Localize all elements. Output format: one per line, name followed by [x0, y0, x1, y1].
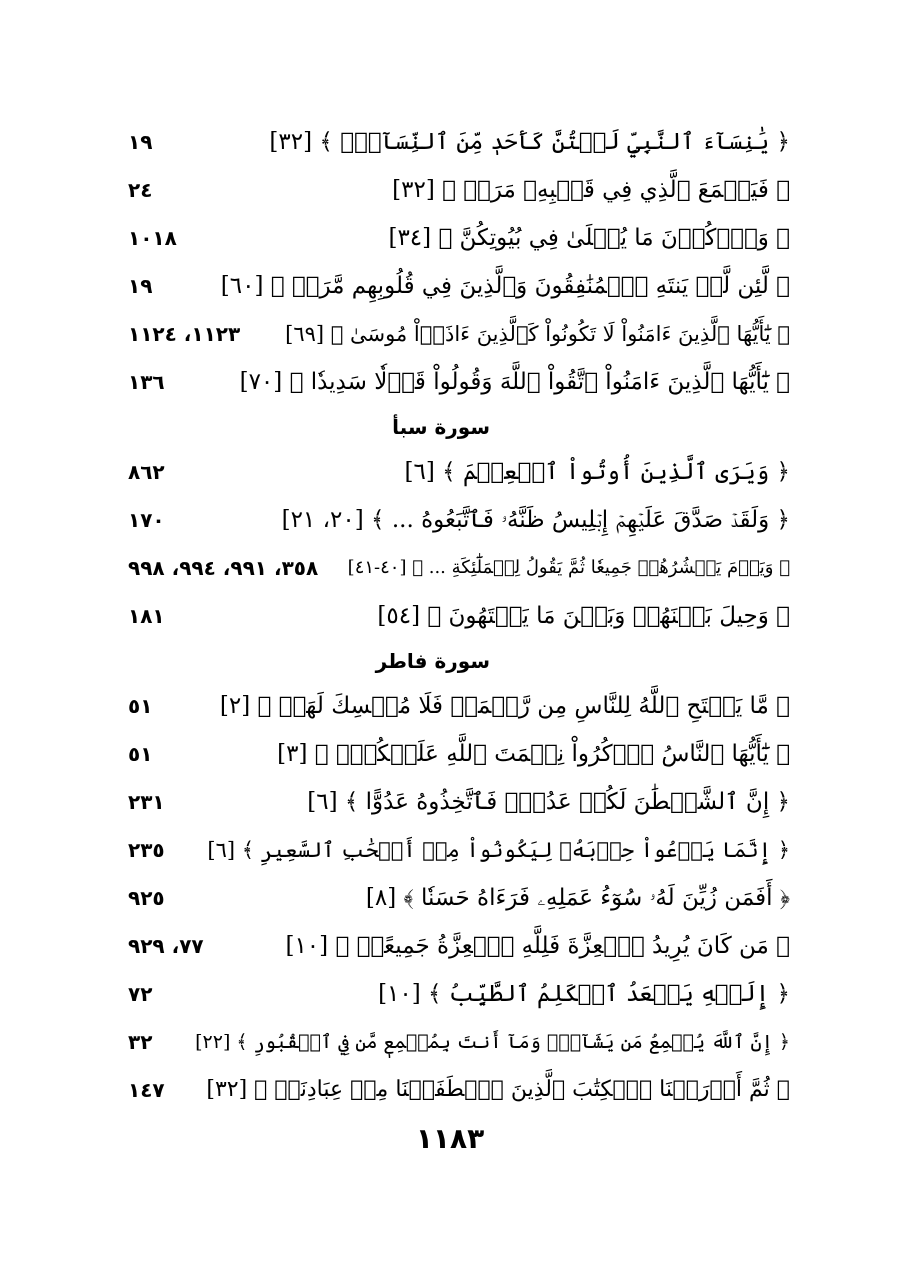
page-references: ٢٣٥: [128, 838, 165, 862]
page-references: ١١٢٣، ١١٢٤: [128, 322, 241, 346]
index-entry-row: [110, 826, 790, 874]
page-references: ١٤٧: [128, 1078, 165, 1102]
verse-text: ﴿ إِنَّ ٱللَّهَ يُسۡمِعُ مَن يَشَآءُۖ وَمَآ أَنتَ بِمُسۡمِعٖ مَّن فِي ٱلۡقُبُورِ ﴾ [٢٢]: [195, 1031, 790, 1053]
index-entry-row: [110, 214, 790, 262]
verse-text: ﴿ وَٱذۡكُرۡنَ مَا يُتۡلَىٰ فِي بُيُوتِكُنَّ ﴾ [٣٤]: [388, 225, 790, 251]
index-entry-row: [110, 592, 790, 640]
index-entry-row: [110, 262, 790, 310]
verse-text: ﴿ إِنَّمَا يَدۡعُواْ حِزۡبَهُۥ لِيَكُونُواْ مِنۡ أَصۡحَٰبِ ٱلسَّعِيرِ ﴾ [٦]: [207, 838, 790, 862]
verse-text: ﴿ ثُمَّ أَوۡرَثۡنَا ٱلۡكِتَٰبَ ٱلَّذِينَ ٱصۡطَفَيۡنَا مِنۡ عِبَادِنَاۖ ﴾ [٣٢]: [206, 1077, 790, 1102]
index-entry-row: [110, 874, 790, 922]
index-entry-row: [110, 922, 790, 970]
index-entry-row: [110, 166, 790, 214]
page-references: ٧٧، ٩٢٩: [128, 934, 204, 958]
page-references: ٥١: [128, 694, 153, 718]
page-references: ٨٦٢: [128, 460, 165, 484]
page-references: ٣٢: [128, 1030, 153, 1054]
verse-text: ﴿ يَٰٓأَيُّهَا ٱلَّذِينَ ءَامَنُواْ لَا تَكُونُواْ كَٱلَّذِينَ ءَاذَوۡاْ مُوسَىٰ ﴾ [٦٩]: [285, 322, 790, 346]
verse-text: ﴿ وَيَرَى ٱلَّذِينَ أُوتُواْ ٱلۡعِلۡمَ ﴾ [٦]: [404, 459, 790, 485]
verse-text: ﴿ وَلَقَدۡ صَدَّقَ عَلَيۡهِمۡ إِبۡلِيسُ ظَنَّهُۥ فَٱتَّبَعُوهُ ... ﴾ [٢٠، ٢١]: [281, 507, 790, 533]
index-entry-row: [110, 1066, 790, 1114]
verse-text: ﴿ يَٰٓأَيُّهَا ٱلنَّاسُ ٱذۡكُرُواْ نِعۡمَتَ ٱللَّهِ عَلَيۡكُمۡۚ ﴾ [٣]: [277, 741, 790, 767]
index-entry-row: [110, 1018, 790, 1066]
index-entry-row: [110, 544, 790, 592]
verse-text: ﴿ وَيَوۡمَ يَحۡشُرُهُمۡ جَمِيعٗا ثُمَّ يَقُولُ لِلۡمَلَٰٓئِكَةِ ... ﴾ [٤٠-٤١]: [347, 557, 790, 578]
index-entry-row: [110, 682, 790, 730]
page-references: ١٣٦: [128, 370, 165, 394]
page-references: ٧٢: [128, 982, 153, 1006]
index-entry-row: [110, 358, 790, 406]
page-references: ١٨١: [128, 604, 165, 628]
index-entry-row: [110, 778, 790, 826]
verse-text: ﴿ مَّا يَفۡتَحِ ٱللَّهُ لِلنَّاسِ مِن رَّحۡمَةٖ فَلَا مُمۡسِكَ لَهَاۖ ﴾ [٢]: [219, 693, 790, 719]
page-references: ١٩: [128, 130, 153, 154]
verse-text: ﴿ مَن كَانَ يُرِيدُ ٱلۡعِزَّةَ فَلِلَّهِ ٱلۡعِزَّةُ جَمِيعًاۚ ﴾ [١٠]: [285, 933, 790, 959]
verse-text: ﴿ فَيَطۡمَعَ ٱلَّذِي فِي قَلۡبِهِۦ مَرَضٞ ﴾ [٣٢]: [392, 177, 790, 203]
index-entry-row: [110, 970, 790, 1018]
index-entry-row: [110, 118, 790, 166]
page-references: ١٠١٨: [128, 226, 177, 250]
page-references: ٢٤: [128, 178, 153, 202]
verse-text: ﴿ أَفَمَن زُيِّنَ لَهُۥ سُوٓءُ عَمَلِهِۦ فَرَءَاهُ حَسَنٗا ﴾ [٨]: [365, 885, 790, 911]
verse-index-list: [110, 118, 790, 1114]
verse-text: ﴿ يَٰنِسَآءَ ٱلنَّبِيِّ لَسۡتُنَّ كَأَحَدٖ مِّنَ ٱلنِّسَآءِۚ ﴾ [٣٢]: [269, 129, 790, 155]
index-entry-row: [110, 310, 790, 358]
verse-text: ﴿ يَٰٓأَيُّهَا ٱلَّذِينَ ءَامَنُواْ ٱتَّقُواْ ٱللَّهَ وَقُولُواْ قَوۡلٗا سَدِيدٗا ﴾ [٧٠]: [239, 369, 790, 395]
verse-text: ﴿ لَّئِن لَّمۡ يَنتَهِ ٱلۡمُنَٰفِقُونَ وَٱلَّذِينَ فِي قُلُوبِهِم مَّرَضٞ ﴾ [٦٠]: [220, 273, 790, 299]
surah-heading: سورة سبأ: [392, 415, 490, 439]
index-entry-row: [110, 448, 790, 496]
surah-heading-row: [110, 406, 790, 448]
page-references: ١٩: [128, 274, 153, 298]
index-entry-row: [110, 496, 790, 544]
surah-heading-row: [110, 640, 790, 682]
index-entry-row: [110, 730, 790, 778]
page-references: ٢٣١: [128, 790, 165, 814]
page-number: ١١٨٣: [415, 1122, 485, 1155]
page-references: ١٧٠: [128, 508, 165, 532]
page-references: ٣٥٨، ٩٩١، ٩٩٤، ٩٩٨: [128, 556, 319, 580]
page-references: ٩٢٥: [128, 886, 165, 910]
verse-text: ﴿ إِنَّ ٱلشَّيۡطَٰنَ لَكُمۡ عَدُوّٞ فَٱتَّخِذُوهُ عَدُوًّا ﴾ [٦]: [307, 789, 790, 815]
surah-heading: سورة فاطر: [375, 649, 490, 673]
verse-text: ﴿ إِلَيۡهِ يَصۡعَدُ ٱلۡكَلِمُ ٱلطَّيِّبُ ﴾ [١٠]: [378, 981, 790, 1007]
page-references: ٥١: [128, 742, 153, 766]
verse-text: ﴿ وَحِيلَ بَيۡنَهُمۡ وَبَيۡنَ مَا يَشۡتَهُونَ ﴾ [٥٤]: [377, 603, 790, 629]
